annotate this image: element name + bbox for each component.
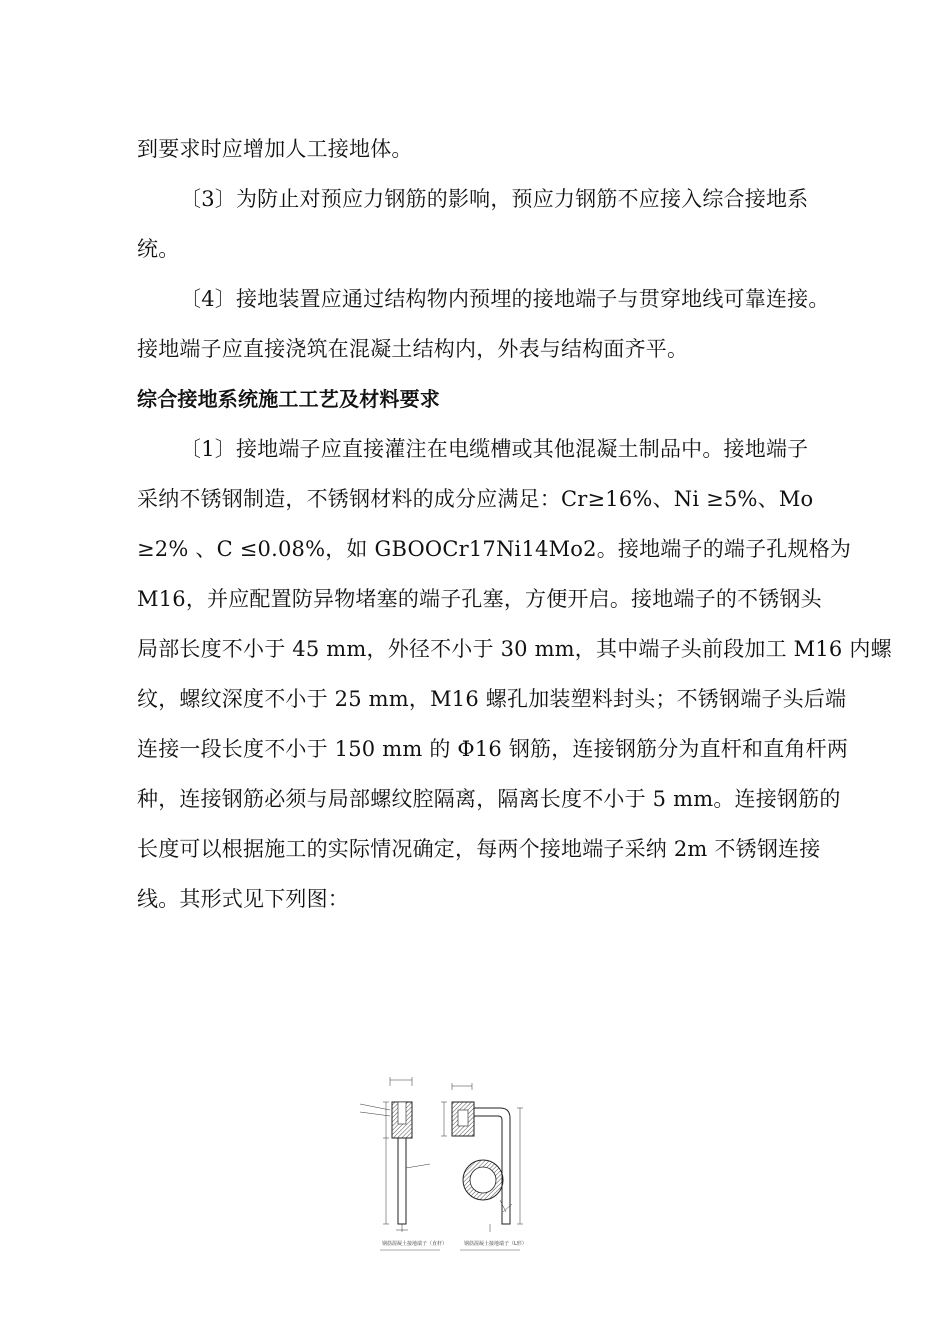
text-line-9: ≥2% 、C ≤0.08%，如 GBOOCr17Ni14Mo2。接地端子的端子孔规格为	[137, 537, 852, 561]
caption-straight-terminal: 钢筋混凝土接地端子（直杆）	[382, 1241, 448, 1247]
text-line-1: 到要求时应增加人工接地体。	[137, 137, 413, 161]
straight-terminal	[360, 1077, 430, 1232]
section-heading: 综合接地系统施工工艺及材料要求	[137, 387, 440, 411]
text-line-4: 〔4〕接地装置应通过结构物内预埋的接地端子与贯穿地线可靠连接。	[180, 287, 830, 311]
text-line-11: 局部长度不小于 45 mm，外径不小于 30 mm，其中端子头前段加工 M16 内螺	[137, 637, 892, 661]
text-line-16: 线。其形式见下列图：	[137, 887, 349, 911]
drawing-svg	[340, 1072, 540, 1262]
text-line-10: M16，并应配置防异物堵塞的端子孔塞，方便开启。接地端子的不锈钢头	[137, 587, 822, 611]
caption-l-terminal: 钢筋混凝土接地端子（L形）	[464, 1241, 527, 1247]
text-line-5: 接地端子应直接浇筑在混凝土结构内，外表与结构面齐平。	[137, 337, 689, 361]
text-line-7: 〔1〕接地端子应直接灌注在电缆槽或其他混凝土制品中。接地端子	[180, 437, 809, 461]
text-line-14: 种，连接钢筋必须与局部螺纹腔隔离，隔离长度不小于 5 mm。连接钢筋的	[137, 787, 841, 811]
text-line-12: 纹，螺纹深度不小于 25 mm，M16 螺孔加装塑料封头；不锈钢端子头后端	[137, 687, 847, 711]
text-line-8: 采纳不锈钢制造，不锈钢材料的成分应满足：Cr≥16%、Ni ≥5%、Mo	[137, 487, 814, 511]
text-line-3: 统。	[137, 237, 180, 261]
text-line-13: 连接一段长度不小于 150 mm 的 Φ16 钢筋，连接钢筋分为直杆和直角杆两	[137, 737, 849, 761]
grounding-terminal-drawing	[340, 1072, 540, 1262]
text-line-15: 长度可以根据施工的实际情况确定，每两个接地端子采纳 2m 不锈钢连接	[137, 837, 821, 861]
text-line-2: 〔3〕为防止对预应力钢筋的影响，预应力钢筋不应接入综合接地系	[180, 187, 809, 211]
l-shaped-terminal	[441, 1083, 523, 1232]
